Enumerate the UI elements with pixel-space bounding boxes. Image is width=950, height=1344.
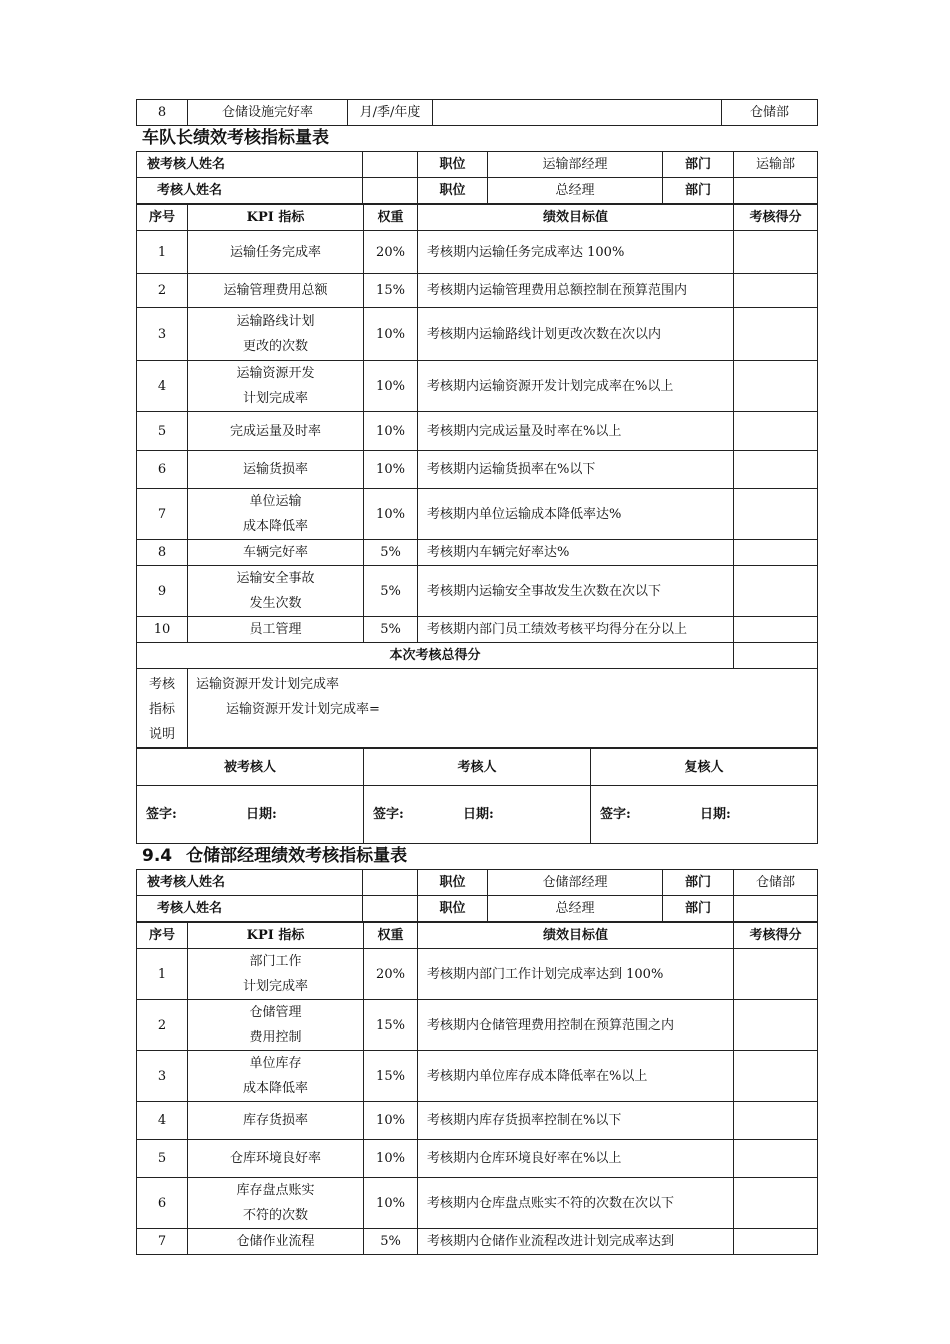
header-kpi: KPI 指标 <box>188 923 364 949</box>
label-position: 职位 <box>418 896 488 922</box>
row-kpi: 单位运输 成本降低率 <box>188 489 364 540</box>
row-weight: 5% <box>364 617 418 643</box>
note-content: 运输资源开发计划完成率 运输资源开发计划完成率= <box>188 669 818 748</box>
row-kpi: 运输管理费用总额 <box>188 274 364 308</box>
row-score <box>734 540 818 566</box>
row-score <box>734 451 818 489</box>
row-no: 7 <box>137 1229 188 1255</box>
row-kpi: 单位库存 成本降低率 <box>188 1051 364 1102</box>
table-row <box>137 361 818 412</box>
kpi-table-fleet-leader-body <box>136 204 818 748</box>
row-no: 9 <box>137 566 188 617</box>
section-number: 9.4 <box>142 846 173 866</box>
table-row <box>137 489 818 540</box>
table-row <box>137 566 818 617</box>
row-score <box>734 1102 818 1140</box>
row-target: 考核期内仓库盘点账实不符的次数在次以下 <box>418 1178 734 1229</box>
row-no: 4 <box>137 1102 188 1140</box>
row-no: 6 <box>137 1178 188 1229</box>
signature-table <box>136 748 818 844</box>
sign-header-reviewer: 复核人 <box>591 749 818 786</box>
row-kpi: 运输货损率 <box>188 451 364 489</box>
table-row <box>137 274 818 308</box>
row-kpi: 车辆完好率 <box>188 540 364 566</box>
table-row <box>137 1229 818 1255</box>
row-score <box>734 949 818 1000</box>
table-row <box>137 1102 818 1140</box>
cell-kpi: 仓储设施完好率 <box>188 100 348 126</box>
row-score <box>734 1178 818 1229</box>
label-examinee: 被考核人姓名 <box>137 870 363 896</box>
row-kpi: 仓储管理 费用控制 <box>188 1000 364 1051</box>
header-weight: 权重 <box>364 205 418 231</box>
table-row <box>137 540 818 566</box>
row-score <box>734 1051 818 1102</box>
header-target: 绩效目标值 <box>418 923 734 949</box>
row-target: 考核期内部门员工绩效考核平均得分在分以上 <box>418 617 734 643</box>
label-department: 部门 <box>663 870 734 896</box>
cell-no: 8 <box>137 100 188 126</box>
row-target: 考核期内单位运输成本降低率达% <box>418 489 734 540</box>
table-row <box>137 1178 818 1229</box>
sign-header-examiner: 考核人 <box>364 749 591 786</box>
cell-dept: 仓储部 <box>722 100 818 126</box>
table-row <box>137 617 818 643</box>
row-target: 考核期内运输路线计划更改次数在次以内 <box>418 308 734 361</box>
label-department: 部门 <box>663 178 734 204</box>
kpi-table-fleet-leader <box>136 151 818 204</box>
kpi-table-warehouse-manager <box>136 869 818 922</box>
row-no: 8 <box>137 540 188 566</box>
row-no: 3 <box>137 308 188 361</box>
header-kpi: KPI 指标 <box>188 205 364 231</box>
row-score <box>734 489 818 540</box>
row-no: 7 <box>137 489 188 540</box>
row-score <box>734 361 818 412</box>
row-weight: 5% <box>364 566 418 617</box>
row-score <box>734 1000 818 1051</box>
sign-header-examinee: 被考核人 <box>137 749 364 786</box>
row-no: 4 <box>137 361 188 412</box>
continuation-table <box>136 99 818 126</box>
row-score <box>734 274 818 308</box>
label-department: 部门 <box>663 896 734 922</box>
row-score <box>734 308 818 361</box>
sign-examiner: 签字: 日期: <box>364 786 591 844</box>
row-target: 考核期内单位库存成本降低率在%以上 <box>418 1051 734 1102</box>
row-no: 10 <box>137 617 188 643</box>
row-target: 考核期内运输货损率在%以下 <box>418 451 734 489</box>
row-weight: 15% <box>364 1051 418 1102</box>
table-row <box>137 231 818 274</box>
header-no: 序号 <box>137 923 188 949</box>
row-score <box>734 566 818 617</box>
row-score <box>734 617 818 643</box>
table-row <box>137 308 818 361</box>
value-examinee-name <box>363 152 418 178</box>
label-department: 部门 <box>663 152 734 178</box>
value-examinee-department: 仓储部 <box>734 870 818 896</box>
row-weight: 10% <box>364 489 418 540</box>
value-examiner-name <box>363 896 418 922</box>
row-weight: 10% <box>364 361 418 412</box>
row-no: 1 <box>137 949 188 1000</box>
note-label: 考核 指标 说明 <box>137 669 188 748</box>
label-position: 职位 <box>418 152 488 178</box>
row-no: 5 <box>137 1140 188 1178</box>
row-weight: 15% <box>364 274 418 308</box>
row-weight: 20% <box>364 949 418 1000</box>
row-kpi: 仓储作业流程 <box>188 1229 364 1255</box>
table-row <box>137 412 818 451</box>
value-examiner-position: 总经理 <box>488 178 663 204</box>
row-kpi: 运输路线计划 更改的次数 <box>188 308 364 361</box>
row-kpi: 运输资源开发 计划完成率 <box>188 361 364 412</box>
table-row <box>137 949 818 1000</box>
row-kpi: 库存货损率 <box>188 1102 364 1140</box>
row-kpi: 仓库环境良好率 <box>188 1140 364 1178</box>
value-examiner-department <box>734 896 818 922</box>
row-weight: 10% <box>364 451 418 489</box>
table-row <box>137 1140 818 1178</box>
row-target: 考核期内完成运量及时率在%以上 <box>418 412 734 451</box>
row-weight: 20% <box>364 231 418 274</box>
row-target: 考核期内车辆完好率达% <box>418 540 734 566</box>
label-position: 职位 <box>418 178 488 204</box>
value-examiner-department <box>734 178 818 204</box>
row-target: 考核期内仓库环境良好率在%以上 <box>418 1140 734 1178</box>
value-examinee-position: 运输部经理 <box>488 152 663 178</box>
value-examinee-name <box>363 870 418 896</box>
row-kpi: 员工管理 <box>188 617 364 643</box>
row-no: 6 <box>137 451 188 489</box>
row-score <box>734 1140 818 1178</box>
row-score <box>734 231 818 274</box>
row-target: 考核期内部门工作计划完成率达到 100% <box>418 949 734 1000</box>
row-score <box>734 1229 818 1255</box>
row-kpi: 运输安全事故 发生次数 <box>188 566 364 617</box>
label-examiner: 考核人姓名 <box>137 896 363 922</box>
header-no: 序号 <box>137 205 188 231</box>
table-row <box>137 451 818 489</box>
label-position: 职位 <box>418 870 488 896</box>
row-no: 2 <box>137 274 188 308</box>
row-no: 2 <box>137 1000 188 1051</box>
row-weight: 15% <box>364 1000 418 1051</box>
row-target: 考核期内库存货损率控制在%以下 <box>418 1102 734 1140</box>
row-kpi: 库存盘点账实 不符的次数 <box>188 1178 364 1229</box>
row-target: 考核期内运输任务完成率达 100% <box>418 231 734 274</box>
header-score: 考核得分 <box>734 923 818 949</box>
row-target: 考核期内运输安全事故发生次数在次以下 <box>418 566 734 617</box>
row-weight: 5% <box>364 540 418 566</box>
label-examiner: 考核人姓名 <box>137 178 363 204</box>
table-row <box>137 1051 818 1102</box>
header-target: 绩效目标值 <box>418 205 734 231</box>
row-weight: 10% <box>364 1178 418 1229</box>
total-score-value <box>734 643 818 669</box>
row-weight: 5% <box>364 1229 418 1255</box>
document-page <box>136 99 817 1255</box>
value-examiner-position: 总经理 <box>488 896 663 922</box>
row-weight: 10% <box>364 412 418 451</box>
table-row <box>137 1000 818 1051</box>
row-no: 5 <box>137 412 188 451</box>
sign-examinee: 签字: 日期: <box>137 786 364 844</box>
row-weight: 10% <box>364 1140 418 1178</box>
total-score-label: 本次考核总得分 <box>137 643 734 669</box>
row-target: 考核期内仓储作业流程改进计划完成率达到 <box>418 1229 734 1255</box>
row-kpi: 运输任务完成率 <box>188 231 364 274</box>
label-examinee: 被考核人姓名 <box>137 152 363 178</box>
row-no: 3 <box>137 1051 188 1102</box>
row-weight: 10% <box>364 1102 418 1140</box>
sign-reviewer: 签字: 日期: <box>591 786 818 844</box>
cell-period: 月/季/年度 <box>348 100 433 126</box>
value-examinee-department: 运输部 <box>734 152 818 178</box>
row-kpi: 部门工作 计划完成率 <box>188 949 364 1000</box>
table2-title: 9.4 仓储部经理绩效考核指标量表 <box>142 846 408 866</box>
header-score: 考核得分 <box>734 205 818 231</box>
row-score <box>734 412 818 451</box>
table1-title: 车队长绩效考核指标量表 <box>142 128 329 148</box>
row-target: 考核期内仓储管理费用控制在预算范围之内 <box>418 1000 734 1051</box>
cell-blank <box>433 100 722 126</box>
row-kpi: 完成运量及时率 <box>188 412 364 451</box>
value-examinee-position: 仓储部经理 <box>488 870 663 896</box>
row-no: 1 <box>137 231 188 274</box>
kpi-table-warehouse-manager-body <box>136 922 818 1255</box>
row-weight: 10% <box>364 308 418 361</box>
header-weight: 权重 <box>364 923 418 949</box>
row-target: 考核期内运输管理费用总额控制在预算范围内 <box>418 274 734 308</box>
value-examiner-name <box>363 178 418 204</box>
row-target: 考核期内运输资源开发计划完成率在%以上 <box>418 361 734 412</box>
